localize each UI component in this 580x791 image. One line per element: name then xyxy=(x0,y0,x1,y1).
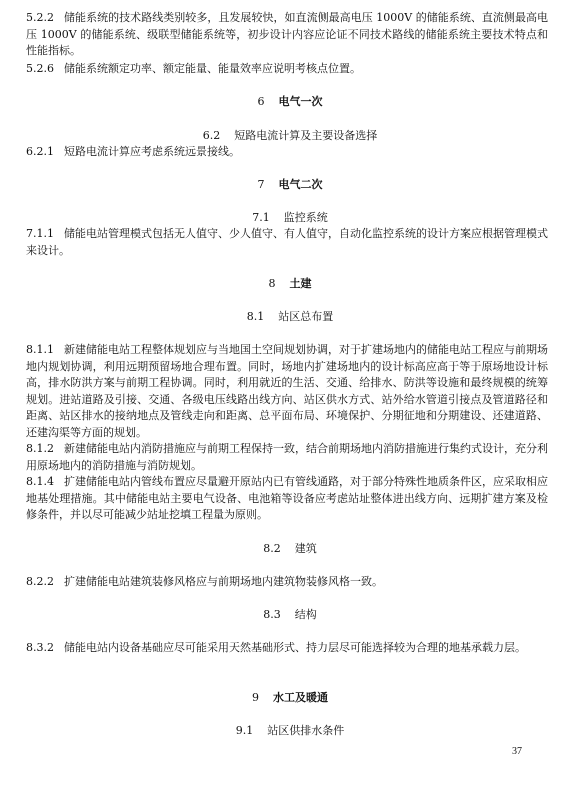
clause-text: 扩建储能电站建筑装修风格应与前期场地内建筑物装修风格一致。 xyxy=(64,575,383,588)
chapter-heading-7 xyxy=(0,177,580,193)
heading-text: 电气二次 xyxy=(278,178,323,191)
clause-number: 8.1.2 xyxy=(26,442,54,455)
chapter-heading-8 xyxy=(0,276,580,292)
heading-number: 9.1 xyxy=(235,724,254,737)
heading-text: 土建 xyxy=(289,277,312,290)
heading-number: 8.2 xyxy=(263,542,281,555)
heading-text: 监控系统 xyxy=(283,211,328,224)
heading-number: 6.2 xyxy=(202,129,221,142)
heading-text: 水工及暖通 xyxy=(273,691,328,704)
heading-text: 建筑 xyxy=(294,542,317,555)
clause-number: 8.1.4 xyxy=(26,475,54,488)
heading-number: 6 xyxy=(257,95,265,108)
heading-number: 8 xyxy=(268,277,276,290)
clause-8-1-1 xyxy=(26,342,548,442)
section-heading-7-1 xyxy=(0,210,580,226)
section-heading-8-2 xyxy=(0,541,580,557)
section-heading-9-1 xyxy=(0,723,580,739)
clause-number: 6.2.1 xyxy=(26,145,54,158)
clause-5-2-2 xyxy=(26,10,548,60)
clause-number: 8.2.2 xyxy=(26,575,54,588)
heading-text: 结构 xyxy=(294,608,317,621)
page-number: 37 xyxy=(512,746,522,757)
chapter-heading-6 xyxy=(0,94,580,110)
clause-number: 7.1.1 xyxy=(26,227,54,240)
heading-number: 9 xyxy=(252,691,259,704)
section-heading-8-1 xyxy=(0,309,580,325)
clause-text: 新建储能电站内消防措施应与前期工程保持一致，结合前期场地内消防措施进行集约式设计，充分利用原场地内的消防措施与消防规划。 xyxy=(26,442,548,472)
clause-text: 储能系统额定功率、额定能量、能量效率应说明考核点位置。 xyxy=(64,62,361,75)
clause-8-3-2 xyxy=(26,640,548,657)
heading-text: 电气一次 xyxy=(278,95,323,108)
clause-text: 新建储能电站工程整体规划应与当地国土空间规划协调，对于扩建场地内的储能电站工程应与前期场地内规划协调，利用远期预留场地合理布置。同时，场地内扩建场地内的设计标高应高于等于原场地设计标高，排水防洪方案与前期工程协调。同时，利用就近的生活、交通、给排水、防洪等设施和最终规模的统筹规划。进站道路及引接、交通、各级电压线路出线方向、站区供水方式、站外给水管道引接点及管道路径和距离、站区排水的接纳地点及管线走向和距离、总平面布局、环境保护、分期征地和分期建设、还建道路、还建沟渠等方面的规划。 xyxy=(26,343,548,439)
clause-7-1-1 xyxy=(26,226,548,259)
clause-text: 扩建储能电站内管线布置应尽量避开原站内已有管线通路，对于部分特殊性地质条件区，应采取相应地基处理措施。其中储能电站主要电气设备、电池箱等设备应考虑站址整体进出线方向、远期扩建方案及检修条件，并以尽可能减少站址挖填工程量为原则。 xyxy=(26,475,548,522)
clause-number: 8.1.1 xyxy=(26,343,54,356)
clause-number: 8.3.2 xyxy=(26,641,54,654)
clause-8-1-2 xyxy=(26,441,548,474)
clause-number: 5.2.6 xyxy=(26,62,54,75)
clause-text: 储能系统的技术路线类别较多，且发展较快，如直流侧最高电压 1000V 的储能系统、直流侧最高电压 1000V 的储能系统、级联型储能系统等，初步设计内容应论证不同技术路线的储能系统主要技术特点和性能指标。 xyxy=(26,11,548,58)
clause-6-2-1 xyxy=(26,144,548,161)
clause-text: 储能电站管理模式包括无人值守、少人值守、有人值守，自动化监控系统的设计方案应根据管理模式来设计。 xyxy=(26,227,548,257)
heading-number: 7 xyxy=(257,178,265,191)
section-heading-8-3 xyxy=(0,607,580,623)
heading-text: 短路电流计算及主要设备选择 xyxy=(234,129,378,142)
heading-number: 8.1 xyxy=(246,310,265,323)
clause-8-1-4 xyxy=(26,474,548,524)
heading-text: 站区总布置 xyxy=(278,310,334,323)
clause-text: 短路电流计算应考虑系统远景接线。 xyxy=(64,145,240,158)
heading-number: 7.1 xyxy=(252,211,270,224)
section-heading-6-2 xyxy=(0,128,580,144)
heading-number: 8.3 xyxy=(263,608,281,621)
clause-5-2-6 xyxy=(26,61,548,78)
heading-text: 站区供排水条件 xyxy=(267,724,345,737)
clause-text: 储能电站内设备基础应尽可能采用天然基础形式、持力层尽可能选择较为合理的地基承载力层。 xyxy=(64,641,526,654)
clause-number: 5.2.2 xyxy=(26,11,54,24)
clause-8-2-2 xyxy=(26,574,548,591)
chapter-heading-9 xyxy=(0,690,580,706)
